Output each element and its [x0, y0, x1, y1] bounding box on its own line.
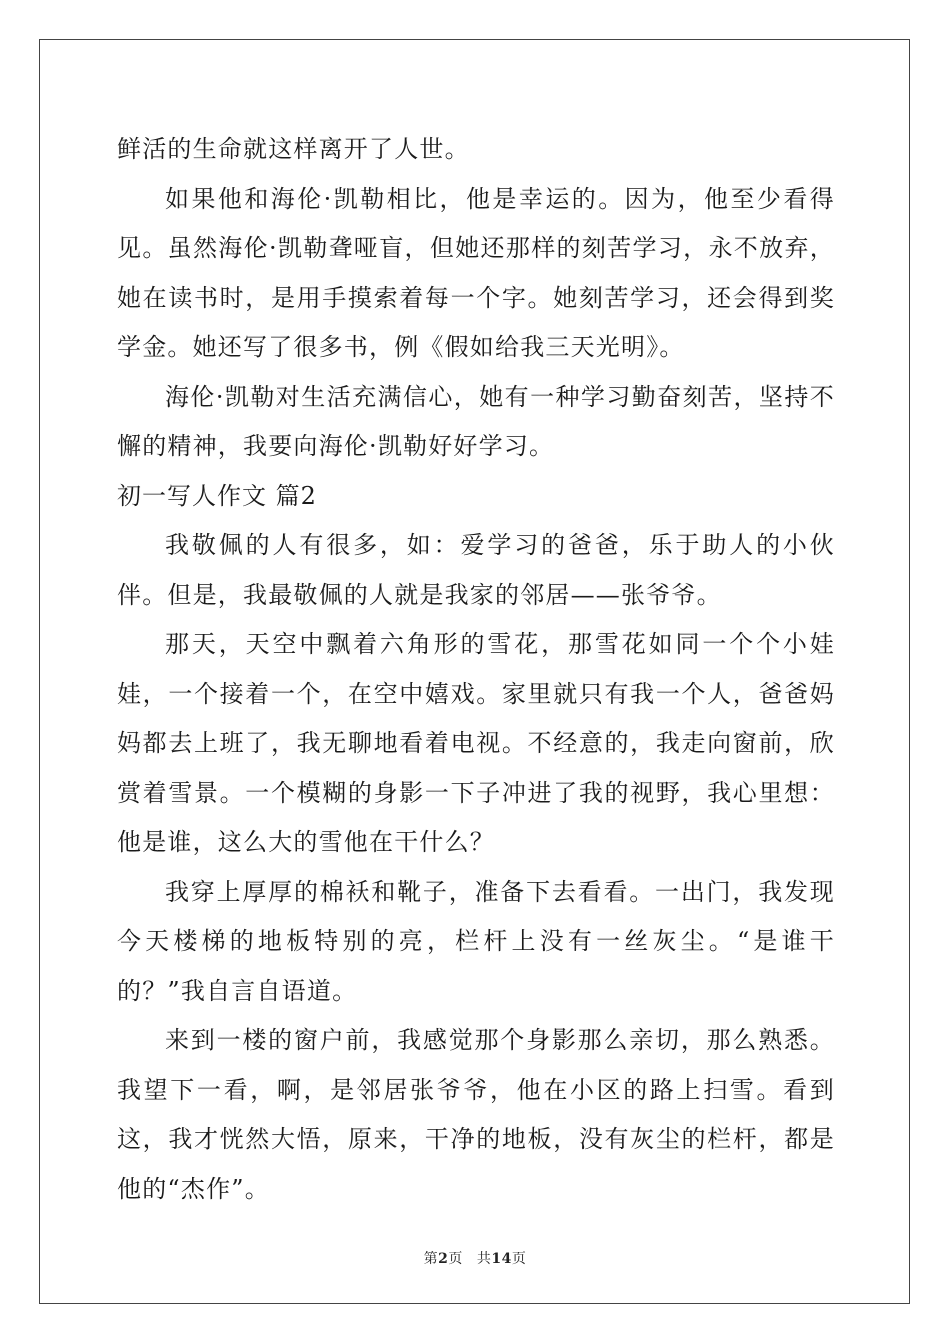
paragraph-4: 我敬佩的人有很多，如：爱学习的爸爸，乐于助人的小伙伴。但是，我最敬佩的人就是我家的邻居——张爷爷。	[117, 531, 835, 609]
paragraph-1: 鲜活的生命就这样离开了人世。	[117, 135, 470, 163]
paragraph-6: 我穿上厚厚的棉袄和靴子，准备下去看看。一出门，我发现今天楼梯的地板特别的亮，栏杆上没有一丝灰尘。“是谁干的？”我自言自语道。	[117, 877, 835, 1005]
page-suffix: 页	[448, 1251, 463, 1267]
paragraph-3: 海伦·凯勒对生活充满信心，她有一种学习勤奋刻苦，坚持不懈的精神，我要向海伦·凯勒好好学习。	[117, 382, 835, 460]
page-number: 2	[438, 1251, 449, 1267]
total-prefix: 共	[476, 1251, 492, 1267]
paragraph-5: 那天，天空中飘着六角形的雪花，那雪花如同一个个小娃娃，一个接着一个，在空中嬉戏。家里就只有我一个人，爸爸妈妈都去上班了，我无聊地看着电视。不经意的，我走向窗前，欣赏着雪景。一个模糊的身影一下子冲进了我的视野，我心里想：他是谁，这么大的雪他在干什么？	[117, 630, 835, 856]
paragraph-7: 来到一楼的窗户前，我感觉那个身影那么亲切，那么熟悉。我望下一看，啊，是邻居张爷爷，他在小区的路上扫雪。看到这，我才恍然大悟，原来，干净的地板，没有灰尘的栏杆，都是他的“杰作”。	[117, 1026, 835, 1203]
section-heading: 初一写人作文 篇2	[117, 481, 317, 510]
total-suffix: 页	[511, 1251, 527, 1267]
paragraph-2: 如果他和海伦·凯勒相比，他是幸运的。因为，他至少看得见。虽然海伦·凯勒聋哑盲，但她还那样的刻苦学习，永不放弃，她在读书时，是用手摸索着每一个字。她刻苦学习，还会得到奖学金。她还写了很多书，例《假如给我三天光明》。	[117, 184, 835, 361]
total-pages: 14	[491, 1251, 512, 1267]
document-body	[117, 125, 835, 1214]
page-prefix: 第	[423, 1251, 439, 1267]
page-footer	[0, 1248, 950, 1268]
